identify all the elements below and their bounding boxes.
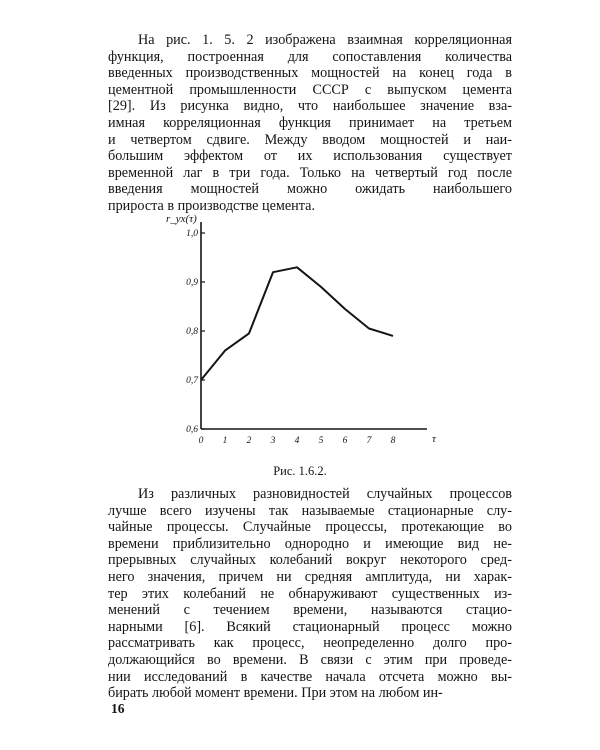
text-line: тер этих колебаний не обнаруживают существенных из-: [108, 585, 512, 602]
x-tick-label: 4: [294, 436, 300, 446]
x-tick-label: 2: [246, 436, 252, 446]
y-axis-label: r_yx(τ): [166, 213, 197, 225]
text-line: нии исследований в качестве начала отсчета можно вы-: [108, 668, 512, 685]
text-line: имная корреляционная функция принимает на третьем: [108, 114, 512, 131]
paragraph-2: [108, 486, 512, 702]
x-tick-label: 8: [390, 436, 396, 446]
text-line: цементной промышленности СССР с выпуском цемента: [108, 81, 512, 98]
text-line: введенных производственных мощностей на конец года в: [108, 65, 512, 82]
text-line: него значения, причем ни средняя амплитуда, ни харак-: [108, 568, 512, 585]
figure-caption: Рис. 1.6.2.: [273, 464, 327, 478]
x-tick-group: [199, 436, 396, 446]
text-line: менений с течением времени, называются стацио-: [108, 602, 512, 619]
y-tick-label: 0,8: [186, 327, 198, 337]
text-line: [29]. Из рисунка видно, что наибольшее значение вза-: [108, 98, 512, 115]
y-tick-label: 0,6: [186, 425, 198, 435]
text-line: лучше всего изучены так называемые стационарные слу-: [108, 502, 512, 519]
text-line: Из различных разновидностей случайных процессов: [138, 486, 512, 502]
text-line: рассматривать как процесс, неопределенно долго про-: [108, 635, 512, 652]
text-line: функция, построенная для сопоставления количества: [108, 48, 512, 65]
text-line: введения мощностей можно ожидать наибольшего: [108, 181, 512, 198]
text-line: прироста в производстве цемента.: [108, 197, 315, 214]
x-tick-label: 0: [198, 436, 204, 446]
series-line: [201, 267, 393, 380]
text-line: бирать любой момент времени. При этом на любом ин-: [108, 685, 443, 702]
x-tick-label: 5: [318, 436, 324, 446]
y-tick-label: 0,7: [186, 376, 198, 386]
text-line: На рис. 1. 5. 2 изображена взаимная корреляционная: [138, 32, 512, 48]
text-line: должающийся во времени. В связи с этим при проведе-: [108, 651, 512, 668]
x-tick-label: 6: [342, 436, 348, 446]
page-number: 16: [111, 701, 125, 716]
y-tick-label: 0,9: [186, 278, 198, 288]
text-line: временной лаг в три года. Только на четвертый год после: [108, 164, 512, 181]
x-axis-label: τ: [432, 433, 436, 445]
text-line: большим эффектом от их использования существует: [108, 148, 512, 165]
text-line: чайные процессы. Случайные процессы, протекающие во: [108, 519, 512, 536]
text-line: времени приблизительно однородно и имеющие вид не-: [108, 535, 512, 552]
x-tick-label: 1: [222, 436, 228, 446]
x-tick-label: 3: [270, 436, 276, 446]
x-tick-label: 7: [366, 436, 372, 446]
text-line: прерывных случайных колебаний вокруг некоторого сред-: [108, 552, 512, 569]
text-line: и четвертом сдвиге. Между вводом мощностей и наи-: [108, 131, 512, 148]
y-tick-group: [186, 229, 205, 435]
text-line: нарными [6]. Всякий стационарный процесс можно: [108, 618, 512, 635]
y-tick-label: 1,0: [186, 229, 198, 239]
